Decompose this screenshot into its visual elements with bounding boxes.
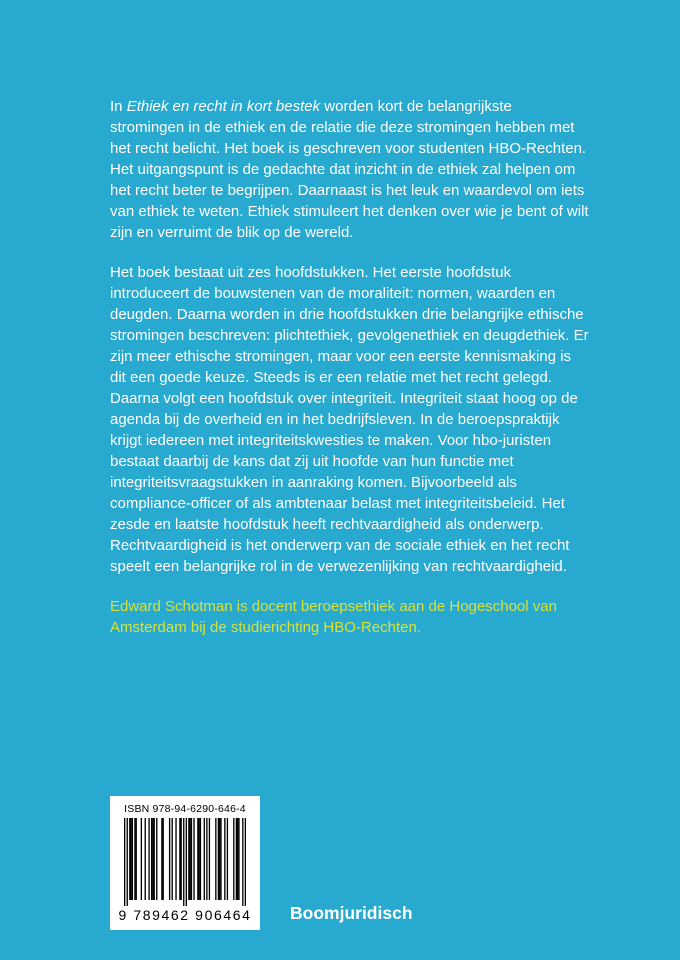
- barcode-bar: [163, 818, 164, 900]
- barcode-digits: 9 789462 906464: [118, 907, 252, 923]
- barcode-bar: [136, 818, 137, 900]
- author-bio: Edward Schotman is docent beroepsethiek aan de Hogeschool van Amsterdam bij de studierichting HBO-Rechten.: [110, 598, 557, 636]
- barcode-bar: [124, 818, 125, 906]
- barcode-bar: [148, 818, 149, 900]
- barcode-bar: [151, 818, 152, 900]
- barcode-bar: [172, 818, 173, 900]
- barcode-bar: [215, 818, 216, 900]
- barcode-bar: [188, 818, 189, 900]
- barcode-bar: [224, 818, 225, 900]
- barcode-bar: [175, 818, 176, 900]
- isbn-label: ISBN 978-94-6290-646-4: [124, 803, 246, 815]
- barcode-bar: [193, 818, 194, 900]
- barcode-bar: [198, 818, 199, 900]
- barcode-bar: [242, 818, 243, 906]
- barcode-bar: [204, 818, 205, 900]
- intro-text: In: [110, 98, 127, 115]
- barcode-bar: [238, 818, 239, 900]
- barcode-bar: [132, 818, 133, 900]
- paragraph-1-text: worden kort de belangrijkste stromingen in de ethiek en de relatie die deze stromingen hebben met het recht belicht. Het boek is geschreven voor studenten HBO-Rechten. Het uitgangspunt is de gedachte dat inzicht in de ethiek zal helpen om het recht beter te begrijpen. Daarnaast is het leuk en waardevol om iets van ethiek te weten. Ethiek stimuleert het denken over wie je bent of wilt zijn en verruimt de blik op de wereld.: [110, 98, 589, 241]
- barcode-bar: [169, 818, 170, 900]
- barcode-bars: [124, 818, 246, 906]
- barcode-bar: [220, 818, 221, 900]
- book-title-italic: Ethiek en recht in kort bestek: [126, 98, 321, 115]
- barcode-bar: [141, 818, 142, 900]
- barcode-bar: [236, 818, 237, 900]
- barcode-bar: [189, 818, 190, 900]
- barcode-bar: [206, 818, 207, 900]
- barcode-bar: [237, 818, 238, 900]
- barcode-bar: [181, 818, 182, 900]
- barcode-bar: [179, 818, 180, 900]
- barcode-bar: [183, 818, 184, 906]
- barcode-bar: [130, 818, 131, 900]
- barcode-bar: [197, 818, 198, 900]
- barcode-bar: [200, 818, 201, 900]
- barcode-bar: [154, 818, 155, 900]
- barcode-bar: [245, 818, 246, 906]
- barcode-bar: [134, 818, 135, 900]
- description-paragraph-2: Het boek bestaat uit zes hoofdstukken. Het eerste hoofdstuk introduceert de bouwstenen van de moraliteit: normen, waarden en deugden. Daarna worden in drie hoofdstukken drie belangrijke ethische stromingen beschreven: plichtethiek, gevolgenethiek en deugdethiek. Er zijn meer ethische stromingen, maar voor een eerste kennismaking is dit een goede keuze. Steeds is er een relatie met het recht gelegd. Daarna volgt een hoofdstuk over integriteit. Integriteit staat hoog op de agenda bij de overheid en in het bedrijfsleven. In de beroepspraktijk krijgt iedereen met integriteitskwesties te maken. Voor hbo-juristen bestaat daarbij de kans dat zij uit hoofde van hun functie met integriteitsvraagstukken in aanraking komen. Bijvoorbeeld als compliance-officer of als ambtenaar belast met integriteitsbeleid. Het zesde en laatste hoofdstuk heeft rechtvaardigheid als onderwerp. Rechtvaardigheid is het onderwerp van de sociale ethiek en het recht speelt een belangrijke rol in de verwezenlijking van rechtvaardigheid.: [110, 264, 589, 575]
- barcode-bar: [145, 818, 146, 900]
- barcode-bar: [219, 818, 220, 900]
- barcode-bar: [156, 818, 157, 900]
- barcode-bar: [227, 818, 228, 900]
- barcode-bar: [152, 818, 153, 900]
- barcode-bar: [209, 818, 210, 900]
- publisher-logo: Boomjuridisch: [290, 903, 413, 923]
- barcode-bar: [218, 818, 219, 900]
- barcode-bar: [129, 818, 130, 900]
- barcode-bar: [191, 818, 192, 900]
- back-cover-description: [110, 96, 590, 657]
- description-paragraph-1: [110, 96, 590, 243]
- barcode-bar: [186, 818, 187, 906]
- isbn-barcode: [110, 796, 260, 930]
- barcode-bar: [161, 818, 162, 900]
- barcode-bar: [127, 818, 128, 906]
- barcode-bar: [233, 818, 234, 900]
